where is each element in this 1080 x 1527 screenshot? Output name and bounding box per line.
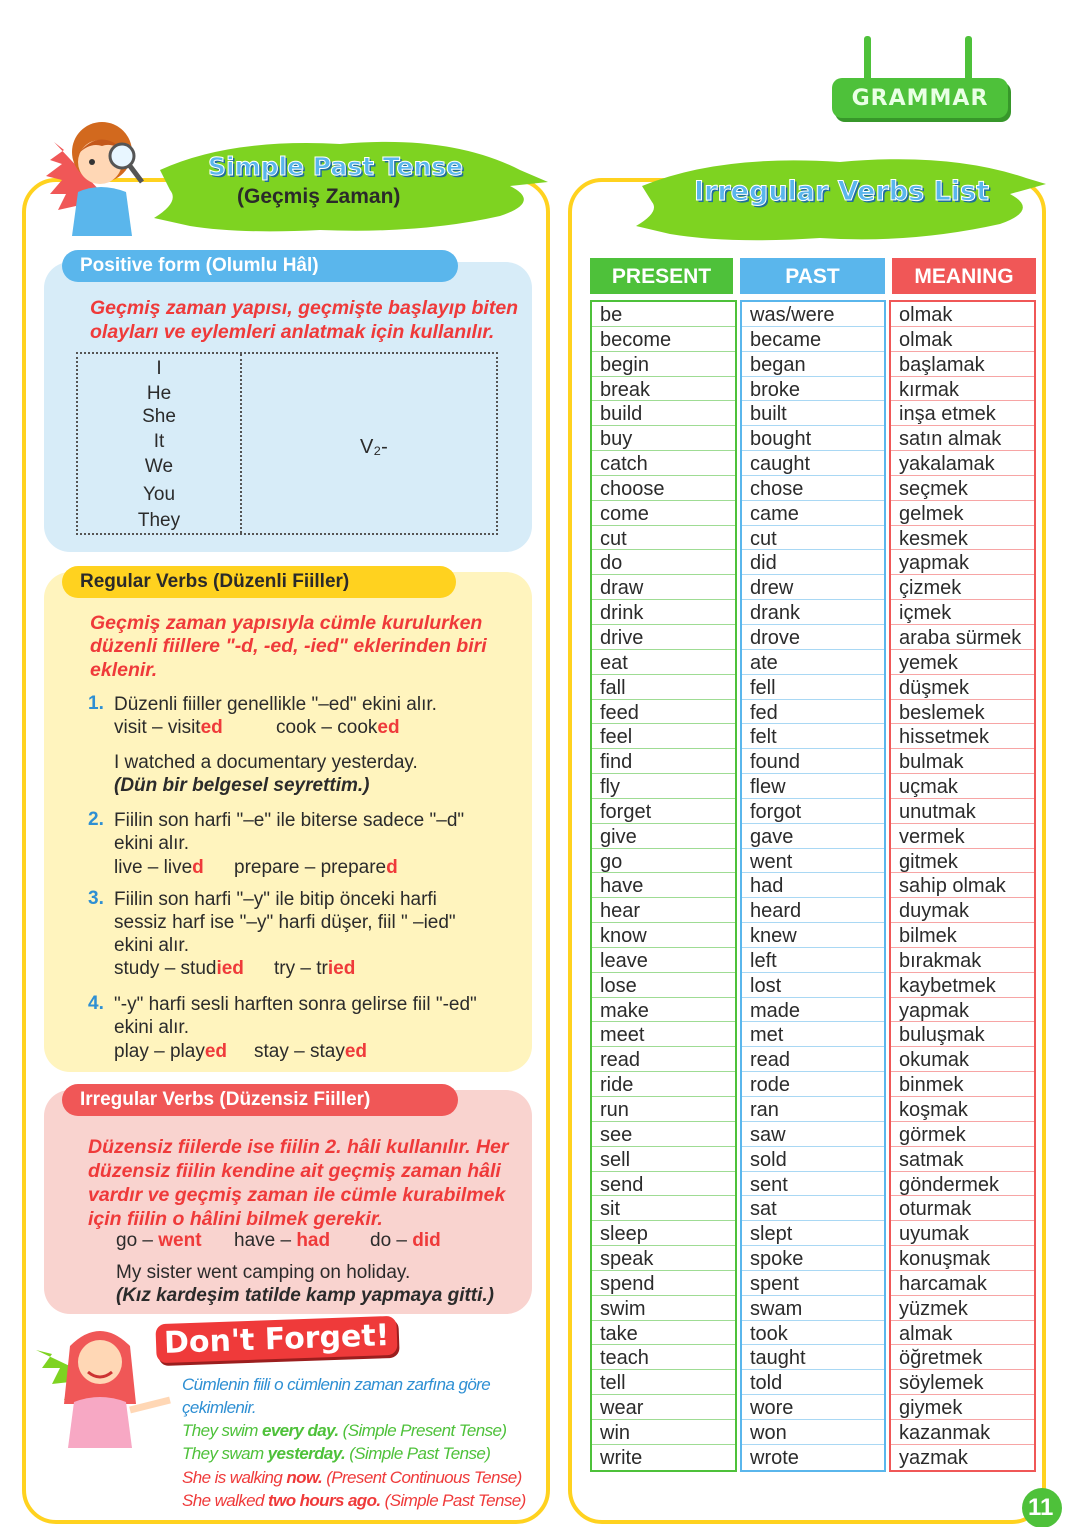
verb-meaning-cell: satın almak: [891, 426, 1034, 451]
verb-present-cell: drink: [592, 600, 735, 625]
verb-past-cell: slept: [742, 1221, 884, 1246]
verb-present-cell: fall: [592, 675, 735, 700]
left-subtitle: (Geçmiş Zaman): [237, 185, 401, 208]
verb-past-cell: heard: [742, 898, 884, 923]
verb-present-cell: give: [592, 824, 735, 849]
verb-past-cell: broke: [742, 377, 884, 402]
verb-past-cell: ran: [742, 1097, 884, 1122]
rule-1-example-1: visit – visited: [114, 717, 223, 738]
verb-meaning-cell: vermek: [891, 824, 1034, 849]
rule-4-example-1: play – played: [114, 1041, 228, 1062]
irregular-desc-line-2: düzensiz fiilin kendine ait geçmiş zaman hâli: [88, 1160, 501, 1182]
verb-meaning-cell: konuşmak: [891, 1246, 1034, 1271]
verb-meaning-cell: okumak: [891, 1047, 1034, 1072]
verb-meaning-cell: bilmek: [891, 923, 1034, 948]
rule-1-number: 1.: [88, 693, 104, 714]
regular-desc-line-1: Geçmiş zaman yapısıyla cümle kurulurken: [90, 612, 483, 634]
rule-3-number: 3.: [88, 888, 104, 909]
subject-you: You: [142, 484, 176, 505]
verb-past-cell: won: [742, 1420, 884, 1445]
irregular-example-do: do – did: [370, 1230, 441, 1251]
positive-form-header: Positive form (Olumlu Hâl): [62, 250, 458, 282]
verb-past-cell: cut: [742, 526, 884, 551]
tag-hangers: [862, 36, 974, 84]
verb-past-cell: became: [742, 327, 884, 352]
subject-i: I: [156, 358, 162, 379]
verb-meaning-cell: uçmak: [891, 774, 1034, 799]
verb-present-cell: spend: [592, 1271, 735, 1296]
left-title: Simple Past Tense: [208, 152, 464, 181]
subject-verb-table: [76, 352, 498, 535]
irregular-translation: (Kız kardeşim tatilde kamp yapmaya gitti.): [116, 1285, 495, 1306]
verb-past-cell: drew: [742, 575, 884, 600]
verb-present-cell: sleep: [592, 1221, 735, 1246]
verb-past-cell: gave: [742, 824, 884, 849]
verb-past-cell: chose: [742, 476, 884, 501]
irregular-desc-line-3: vardır ve geçmiş zaman ile cümle kurabilmek: [88, 1184, 506, 1206]
verb-meaning-cell: yazmak: [899, 1446, 968, 1469]
verb-present-cell: read: [592, 1047, 735, 1072]
rule-4-text-line-2: ekini alır.: [114, 1017, 189, 1038]
page-number: 11: [1022, 1488, 1062, 1527]
verb-meaning-cell: içmek: [891, 600, 1034, 625]
verb-present-cell: hear: [592, 898, 735, 923]
grammar-tag: GRAMMAR: [832, 78, 1008, 118]
verb-past-cell: sold: [742, 1147, 884, 1172]
verb-past-cell: saw: [742, 1122, 884, 1147]
subject-we: We: [144, 456, 174, 477]
dont-forget-example-1: They swim every day. (Simple Present Tense): [182, 1421, 507, 1440]
rule-1-example-2: cook – cooked: [276, 717, 400, 738]
rule-4-text-line-1: "-y" harfi sesli harften sonra gelirse fiil "-ed": [114, 994, 477, 1015]
verb-meaning-cell: göndermek: [891, 1172, 1034, 1197]
verb-past-cell: drank: [742, 600, 884, 625]
verb-past-cell: drove: [742, 625, 884, 650]
subject-he: He: [146, 383, 172, 404]
rule-3-text-line-3: ekini alır.: [114, 935, 189, 956]
subject-she: She: [142, 406, 176, 427]
verb-meaning-cell: kesmek: [891, 526, 1034, 551]
past-column-header: PAST: [740, 258, 885, 294]
past-column: [740, 300, 886, 1472]
verb-meaning-cell: inşa etmek: [891, 401, 1034, 426]
dont-forget-intro-1: Cümlenin fiili o cümlenin zaman zarfına göre: [182, 1375, 491, 1394]
verb-meaning-cell: beslemek: [891, 700, 1034, 725]
verb-present-cell: eat: [592, 650, 735, 675]
dont-forget-example-3: She is walking now. (Present Continuous Tense): [182, 1468, 522, 1487]
verb-present-cell: swim: [592, 1296, 735, 1321]
dont-forget-intro-2: çekimlenir.: [182, 1398, 257, 1417]
rule-1-translation: (Dün bir belgesel seyrettim.): [114, 775, 370, 796]
verb-present-cell: leave: [592, 948, 735, 973]
subject-it: It: [153, 431, 165, 452]
verb-present-cell: sell: [592, 1147, 735, 1172]
girl-magnifier-illustration: [42, 112, 160, 244]
verb-past-cell: took: [742, 1321, 884, 1346]
meaning-column: [889, 300, 1036, 1472]
verb-meaning-cell: uyumak: [891, 1221, 1034, 1246]
dont-forget-badge: Don't Forget!: [155, 1316, 398, 1363]
right-title: Irregular Verbs List: [694, 176, 990, 207]
verb-past-cell: met: [742, 1022, 884, 1047]
verb-meaning-cell: sahip olmak: [891, 873, 1034, 898]
rule-2-number: 2.: [88, 809, 104, 830]
dont-forget-example-2: They swam yesterday. (Simple Past Tense): [182, 1444, 491, 1463]
verb-past-cell: was/were: [742, 302, 884, 327]
verb-present-cell: teach: [592, 1345, 735, 1370]
verb-past-cell: taught: [742, 1345, 884, 1370]
verb-past-cell: knew: [742, 923, 884, 948]
verb-meaning-cell: unutmak: [891, 799, 1034, 824]
regular-verbs-header: Regular Verbs (Düzenli Fiiller): [62, 566, 456, 598]
rule-2-text-line-2: ekini alır.: [114, 833, 189, 854]
verb-past-cell: flew: [742, 774, 884, 799]
verb-present-cell: write: [600, 1446, 643, 1469]
verb-past-cell: spoke: [742, 1246, 884, 1271]
regular-desc-line-3: eklenir.: [90, 659, 158, 681]
verb-present-cell: begin: [592, 352, 735, 377]
verb-meaning-cell: çizmek: [891, 575, 1034, 600]
verb-meaning-cell: duymak: [891, 898, 1034, 923]
verb-present-cell: be: [592, 302, 735, 327]
irregular-verbs-header: Irregular Verbs (Düzensiz Fiiller): [62, 1084, 458, 1116]
verb-present-cell: catch: [592, 451, 735, 476]
irregular-desc-line-1: Düzensiz fiilerde ise fiilin 2. hâli kullanılır. Her: [88, 1136, 509, 1158]
verb-past-cell: read: [742, 1047, 884, 1072]
irregular-sentence: My sister went camping on holiday.: [116, 1262, 411, 1283]
verb-present-cell: have: [592, 873, 735, 898]
verb-past-cell: wore: [742, 1395, 884, 1420]
verb-present-cell: take: [592, 1321, 735, 1346]
verb-meaning-cell: yüzmek: [891, 1296, 1034, 1321]
verb-present-cell: feed: [592, 700, 735, 725]
verb-present-cell: lose: [592, 973, 735, 998]
verb-present-cell: find: [592, 749, 735, 774]
verb-meaning-cell: söylemek: [891, 1370, 1034, 1395]
verb-meaning-cell: binmek: [891, 1072, 1034, 1097]
verb-meaning-cell: yapmak: [891, 550, 1034, 575]
rule-3-example-2: try – tried: [274, 958, 356, 979]
verb-present-cell: ride: [592, 1072, 735, 1097]
verb-meaning-cell: bırakmak: [891, 948, 1034, 973]
regular-desc-line-2: düzenli fiillere "-d, -ed, -ied" eklerinden biri: [90, 635, 487, 657]
verb-present-cell: know: [592, 923, 735, 948]
present-column: [590, 300, 737, 1472]
verb-present-cell: cut: [592, 526, 735, 551]
rule-3-text-line-1: Fiilin son harfi "–y" ile bitip önceki harfi: [114, 889, 437, 910]
verb-meaning-cell: bulmak: [891, 749, 1034, 774]
subject-they: They: [137, 510, 181, 531]
verb-present-cell: build: [592, 401, 735, 426]
verb-present-cell: wear: [592, 1395, 735, 1420]
verb-present-cell: become: [592, 327, 735, 352]
verb-present-cell: win: [592, 1420, 735, 1445]
verb-past-cell: sat: [742, 1196, 884, 1221]
dont-forget-example-4: She walked two hours ago. (Simple Past Tense): [182, 1491, 526, 1510]
verb-meaning-cell: satmak: [891, 1147, 1034, 1172]
verb-past-cell: left: [742, 948, 884, 973]
verb-present-cell: send: [592, 1172, 735, 1197]
rule-1-text: Düzenli fiiller genellikle "–ed" ekini alır.: [114, 694, 437, 715]
verb-present-cell: sit: [592, 1196, 735, 1221]
verb-meaning-cell: kazanmak: [891, 1420, 1034, 1445]
verb-meaning-cell: görmek: [891, 1122, 1034, 1147]
verb-meaning-cell: yemek: [891, 650, 1034, 675]
verb-present-cell: see: [592, 1122, 735, 1147]
verb-present-cell: buy: [592, 426, 735, 451]
verb-present-cell: forget: [592, 799, 735, 824]
verb-present-cell: feel: [592, 724, 735, 749]
verb-past-cell: had: [742, 873, 884, 898]
verb-meaning-cell: araba sürmek: [891, 625, 1034, 650]
verb-present-cell: speak: [592, 1246, 735, 1271]
verb-past-cell: sent: [742, 1172, 884, 1197]
irregular-desc-line-4: için fiilin o hâlini bilmek gerekir.: [88, 1208, 383, 1230]
verb-present-cell: fly: [592, 774, 735, 799]
verb-past-cell: came: [742, 501, 884, 526]
verb-meaning-cell: gitmek: [891, 849, 1034, 874]
verb-meaning-cell: koşmak: [891, 1097, 1034, 1122]
verb-past-cell: ate: [742, 650, 884, 675]
verb-meaning-cell: gelmek: [891, 501, 1034, 526]
verb-past-cell: wrote: [750, 1446, 799, 1469]
verb-past-cell: felt: [742, 724, 884, 749]
verb-present-cell: run: [592, 1097, 735, 1122]
verb-past-cell: fell: [742, 675, 884, 700]
verb-meaning-cell: düşmek: [891, 675, 1034, 700]
rule-4-example-2: stay – stayed: [254, 1041, 368, 1062]
verb-meaning-cell: kaybetmek: [891, 973, 1034, 998]
verb-present-cell: break: [592, 377, 735, 402]
verb-present-cell: do: [592, 550, 735, 575]
irregular-example-go: go – went: [116, 1230, 202, 1251]
verb-present-cell: draw: [592, 575, 735, 600]
verb-meaning-cell: buluşmak: [891, 1022, 1034, 1047]
rule-2-example-2: prepare – prepared: [234, 857, 398, 878]
verb-past-cell: began: [742, 352, 884, 377]
rule-3-text-line-2: sessiz harf ise "–y" harfi düşer, fiil " –ied": [114, 912, 456, 933]
rule-2-text-line-1: Fiilin son harfi "–e" ile biterse sadece "–d": [114, 810, 465, 831]
verb-past-cell: spent: [742, 1271, 884, 1296]
verb-meaning-cell: seçmek: [891, 476, 1034, 501]
verb-meaning-cell: hissetmek: [891, 724, 1034, 749]
verb-past-cell: made: [742, 998, 884, 1023]
verb-meaning-cell: başlamak: [891, 352, 1034, 377]
meaning-column-header: MEANING: [892, 258, 1036, 294]
verb-past-cell: told: [742, 1370, 884, 1395]
verb-present-cell: drive: [592, 625, 735, 650]
verb-present-cell: meet: [592, 1022, 735, 1047]
rule-3-example-1: study – studied: [114, 958, 244, 979]
verb-meaning-cell: yakalamak: [891, 451, 1034, 476]
verb-form-v2: V₂-: [360, 436, 388, 458]
verb-past-cell: forgot: [742, 799, 884, 824]
verb-present-cell: go: [592, 849, 735, 874]
verb-past-cell: lost: [742, 973, 884, 998]
positive-desc-line-1: Geçmiş zaman yapısı, geçmişte başlayıp biten: [90, 297, 519, 319]
verb-past-cell: rode: [742, 1072, 884, 1097]
verb-past-cell: swam: [742, 1296, 884, 1321]
rule-2-example-1: live – lived: [114, 857, 204, 878]
verb-past-cell: did: [742, 550, 884, 575]
verb-meaning-cell: yapmak: [891, 998, 1034, 1023]
verb-past-cell: went: [742, 849, 884, 874]
verb-meaning-cell: olmak: [891, 302, 1034, 327]
verb-past-cell: caught: [742, 451, 884, 476]
verb-meaning-cell: almak: [891, 1321, 1034, 1346]
rule-1-sentence: I watched a documentary yesterday.: [114, 752, 418, 773]
verb-present-cell: make: [592, 998, 735, 1023]
verb-meaning-cell: giymek: [891, 1395, 1034, 1420]
verb-meaning-cell: kırmak: [891, 377, 1034, 402]
verb-past-cell: bought: [742, 426, 884, 451]
verb-present-cell: tell: [592, 1370, 735, 1395]
present-column-header: PRESENT: [590, 258, 733, 294]
verb-present-cell: come: [592, 501, 735, 526]
verb-past-cell: fed: [742, 700, 884, 725]
positive-desc-line-2: olayları ve eylemleri anlatmak için kullanılır.: [90, 321, 495, 343]
verb-meaning-cell: oturmak: [891, 1196, 1034, 1221]
irregular-example-have: have – had: [234, 1230, 331, 1251]
verb-present-cell: choose: [592, 476, 735, 501]
verb-meaning-cell: harcamak: [891, 1271, 1034, 1296]
verb-past-cell: found: [742, 749, 884, 774]
verb-meaning-cell: öğretmek: [891, 1345, 1034, 1370]
verb-past-cell: built: [742, 401, 884, 426]
verb-meaning-cell: olmak: [891, 327, 1034, 352]
rule-4-number: 4.: [88, 993, 104, 1014]
